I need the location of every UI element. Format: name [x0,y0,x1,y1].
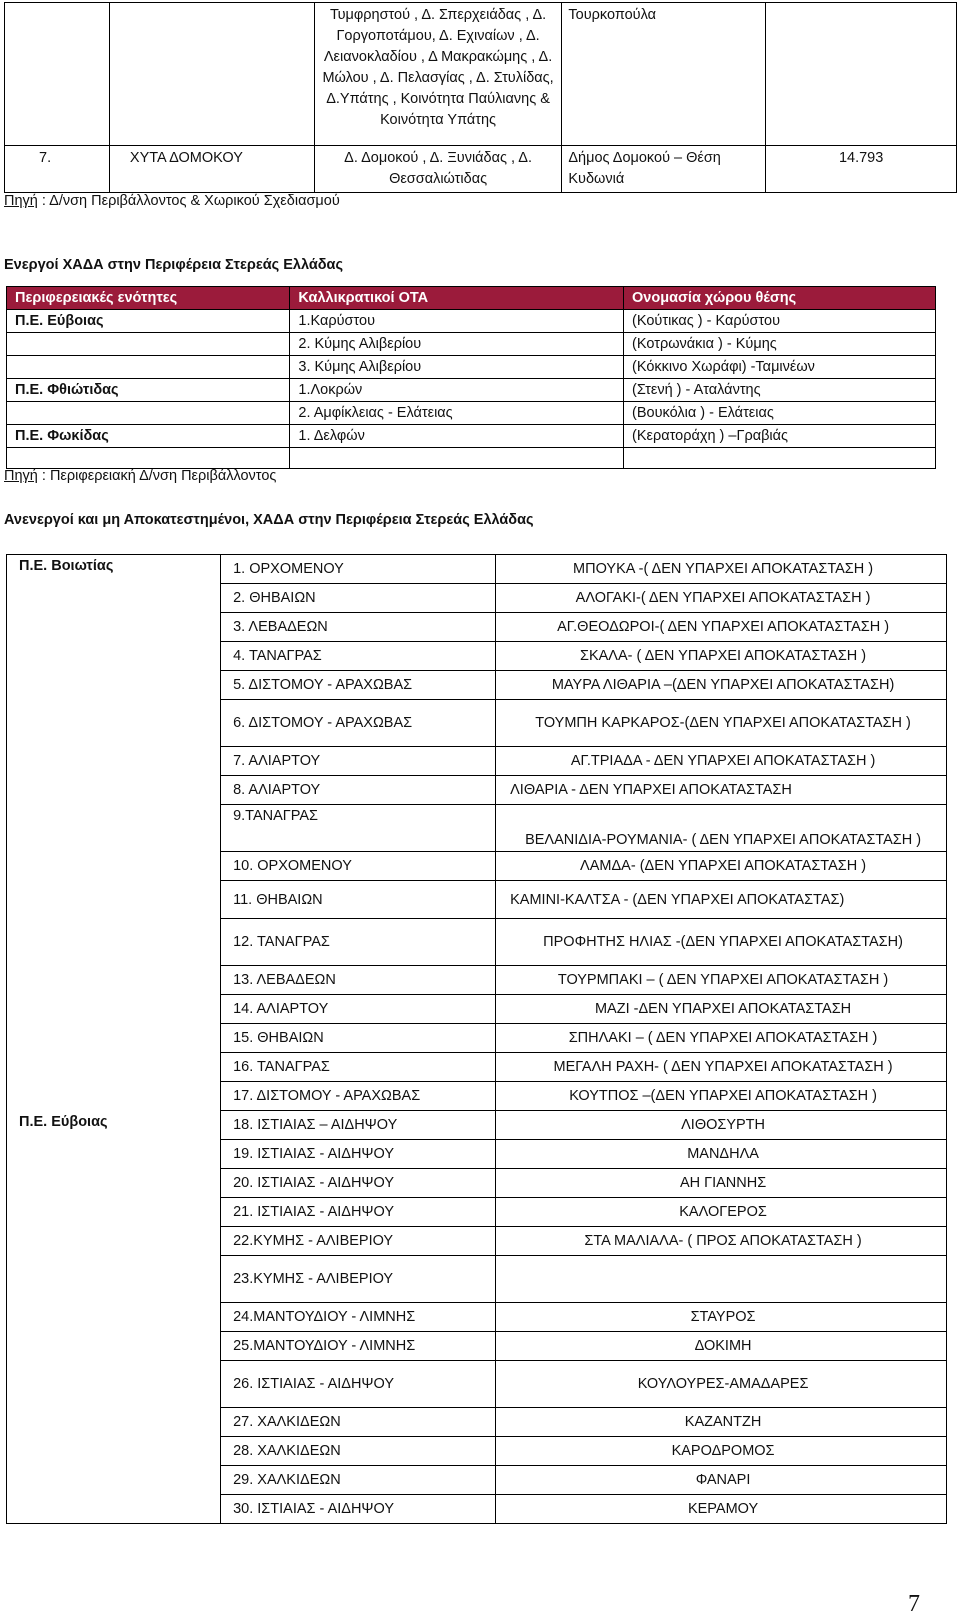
site-cell: (Κοτρωνάκια ) - Κύμης [624,333,936,356]
municipality-cell: 4. ΤΑΝΑΓΡΑΣ [221,642,496,671]
table-cell [5,3,110,146]
site-cell: ΑΗ ΓΙΑΝΝΗΣ [496,1169,947,1198]
site-cell: ΜΑΥΡΑ ΛΙΘΑΡΙΑ –(ΔΕΝ ΥΠΑΡΧΕΙ ΑΠΟΚΑΤΑΣΤΑΣΗ) [496,671,947,700]
column-header: Ονομασία χώρου θέσης [624,287,936,310]
site-cell: ΚΟΥΤΠΟΣ –(ΔΕΝ ΥΠΑΡΧΕΙ ΑΠΟΚΑΤΑΣΤΑΣΗ ) [496,1082,947,1111]
table-cell [624,448,936,469]
site-cell: ΔΟΚΙΜΗ [496,1332,947,1361]
site-cell: ΤΟΥΡΜΠΑΚΙ – ( ΔΕΝ ΥΠΑΡΧΕΙ ΑΠΟΚΑΤΑΣΤΑΣΗ ) [496,966,947,995]
municipality-cell: 1.Λοκρών [290,379,624,402]
site-cell: (Κερατοράχη ) –Γραβιάς [624,425,936,448]
municipality-cell: 3. Κύμης Αλιβερίου [290,356,624,379]
table-cell: 7. [5,146,110,193]
municipality-cell: 14. ΑΛΙΑΡΤΟΥ [221,995,496,1024]
site-cell: ΒΕΛΑΝΙΔΙΑ-ΡΟΥΜΑΝΙΑ- ( ΔΕΝ ΥΠΑΡΧΕΙ ΑΠΟΚΑΤΑΣΤΑΣΗ ) [496,805,947,852]
column-header: Καλλικρατικοί ΟΤΑ [290,287,624,310]
site-cell: ΛΙΘΟΣΥΡΤΗ [496,1111,947,1140]
site-cell: ΠΡΟΦΗΤΗΣ ΗΛΙΑΣ -(ΔΕΝ ΥΠΑΡΧΕΙ ΑΠΟΚΑΤΑΣΤΑΣΗ) [496,919,947,966]
site-cell: ΑΓ.ΤΡΙΑΔΑ - ΔΕΝ ΥΠΑΡΧΕΙ ΑΠΟΚΑΤΑΣΤΑΣΗ ) [496,747,947,776]
table-cell: Τουρκοπούλα [562,3,766,146]
municipality-cell: 2. Αμφίκλειας - Ελάτειας [290,402,624,425]
table-row [7,1111,947,1140]
site-cell: ΚΑΛΟΓΕΡΟΣ [496,1198,947,1227]
source-label: Πηγή [4,468,38,484]
site-cell: (Κούτικας ) - Καρύστου [624,310,936,333]
table-row [5,146,957,193]
municipality-cell: 30. ΙΣΤΙΑΙΑΣ - ΑΙΔΗΨΟΥ [221,1495,496,1524]
site-cell: ΚΕΡΑΜΟΥ [496,1495,947,1524]
municipality-cell: 26. ΙΣΤΙΑΙΑΣ - ΑΙΔΗΨΟΥ [221,1361,496,1408]
site-cell: ΛΑΜΔΑ- (ΔΕΝ ΥΠΑΡΧΕΙ ΑΠΟΚΑΤΑΣΤΑΣΗ ) [496,852,947,881]
site-cell: ΛΙΘΑΡΙΑ - ΔΕΝ ΥΠΑΡΧΕΙ ΑΠΟΚΑΤΑΣΤΑΣΗ [496,776,947,805]
municipality-cell: 2. Κύμης Αλιβερίου [290,333,624,356]
site-cell: ΣΤΑ ΜΑΛΙΑΛΑ- ( ΠΡΟΣ ΑΠΟΚΑΤΑΣΤΑΣΗ ) [496,1227,947,1256]
municipality-cell: 27. ΧΑΛΚΙΔΕΩΝ [221,1408,496,1437]
site-cell: ΚΑΜΙΝΙ-ΚΑΛΤΣΑ - (ΔΕΝ ΥΠΑΡΧΕΙ ΑΠΟΚΑΤΑΣΤΑΣ) [496,881,947,919]
section-heading: Ανενεργοί και μη Αποκατεστημένοι, ΧΑΔΑ στην Περιφέρεια Στερεάς Ελλάδας [4,512,534,528]
site-cell: ΜΑΖΙ -ΔΕΝ ΥΠΑΡΧΕΙ ΑΠΟΚΑΤΑΣΤΑΣΗ [496,995,947,1024]
table-row [7,379,936,402]
source-note [4,468,276,484]
site-cell: ΚΟΥΛΟΥΡΕΣ-ΑΜΑΔΑΡΕΣ [496,1361,947,1408]
table-row [7,333,936,356]
region-cell: Π.Ε. Φωκίδας [7,425,290,448]
municipality-cell: 9.ΤΑΝΑΓΡΑΣ [221,805,496,852]
site-cell: (Βουκόλια ) - Ελάτειας [624,402,936,425]
region-cell [7,333,290,356]
section-heading: Ενεργοί ΧΑΔΑ στην Περιφέρεια Στερεάς Ελλάδας [4,257,343,273]
landfill-table-continuation [4,2,957,193]
table-row [5,3,957,146]
active-landfills-table [6,286,936,469]
site-cell: ΦΑΝΑΡΙ [496,1466,947,1495]
table-row [7,402,936,425]
municipality-cell: 11. ΘΗΒΑΙΩΝ [221,881,496,919]
column-header: Περιφερειακές ενότητες [7,287,290,310]
site-cell: ΣΤΑΥΡΟΣ [496,1303,947,1332]
municipality-cell: 6. ΔΙΣΤΟΜΟΥ - ΑΡΑΧΩΒΑΣ [221,700,496,747]
site-cell: ΚΑΡΟΔΡΟΜΟΣ [496,1437,947,1466]
municipality-cell: 8. ΑΛΙΑΡΤΟΥ [221,776,496,805]
site-cell: ΣΚΑΛΑ- ( ΔΕΝ ΥΠΑΡΧΕΙ ΑΠΟΚΑΤΑΣΤΑΣΗ ) [496,642,947,671]
source-text: : Δ/νση Περιβάλλοντος & Χωρικού Σχεδιασμού [37,193,340,209]
table-cell [7,448,290,469]
region-cell [7,356,290,379]
municipality-cell: 24.ΜΑΝΤΟΥΔΙΟΥ - ΛΙΜΝΗΣ [221,1303,496,1332]
municipality-cell: 23.ΚΥΜΗΣ - ΑΛΙΒΕΡΙΟΥ [221,1256,496,1303]
site-cell: ΜΑΝΔΗΛΑ [496,1140,947,1169]
table-cell: Δήμος Δομοκού – Θέση Κυδωνιά [562,146,766,193]
municipality-cell: 1. ΟΡΧΟΜΕΝΟΥ [221,555,496,584]
municipality-cell: 22.ΚΥΜΗΣ - ΑΛΙΒΕΡΙΟΥ [221,1227,496,1256]
municipality-cell: 12. ΤΑΝΑΓΡΑΣ [221,919,496,966]
inactive-landfills-table [6,554,947,1524]
municipality-cell: 16. ΤΑΝΑΓΡΑΣ [221,1053,496,1082]
site-cell: (Κόκκινο Χωράφι) -Ταμινέων [624,356,936,379]
table-cell: Δ. Δομοκού , Δ. Ξυνιάδας , Δ. Θεσσαλιώτιδας [314,146,562,193]
source-text: : Περιφερειακή Δ/νση Περιβάλλοντος [37,468,277,484]
region-cell [7,402,290,425]
site-cell: ΤΟΥΜΠΗ ΚΑΡΚΑΡΟΣ-(ΔΕΝ ΥΠΑΡΧΕΙ ΑΠΟΚΑΤΑΣΤΑΣΗ ) [496,700,947,747]
site-cell [496,1256,947,1303]
municipality-cell: 20. ΙΣΤΙΑΙΑΣ - ΑΙΔΗΨΟΥ [221,1169,496,1198]
site-cell: ΜΕΓΑΛΗ ΡΑΧΗ- ( ΔΕΝ ΥΠΑΡΧΕΙ ΑΠΟΚΑΤΑΣΤΑΣΗ ) [496,1053,947,1082]
table-row [7,555,947,584]
table-cell [766,3,957,146]
municipality-cell: 5. ΔΙΣΤΟΜΟΥ - ΑΡΑΧΩΒΑΣ [221,671,496,700]
table-row [7,356,936,379]
region-cell: Π.Ε. Φθιώτιδας [7,379,290,402]
municipality-cell: 7. ΑΛΙΑΡΤΟΥ [221,747,496,776]
site-cell: ΣΠΗΛΑΚΙ – ( ΔΕΝ ΥΠΑΡΧΕΙ ΑΠΟΚΑΤΑΣΤΑΣΗ ) [496,1024,947,1053]
municipality-cell: 1. Δελφών [290,425,624,448]
site-cell: ΑΛΟΓΑΚΙ-( ΔΕΝ ΥΠΑΡΧΕΙ ΑΠΟΚΑΤΑΣΤΑΣΗ ) [496,584,947,613]
region-cell: Π.Ε. Εύβοιας [7,310,290,333]
municipality-cell: 25.ΜΑΝΤΟΥΔΙΟΥ - ΛΙΜΝΗΣ [221,1332,496,1361]
table-cell [290,448,624,469]
municipality-cell: 17. ΔΙΣΤΟΜΟΥ - ΑΡΑΧΩΒΑΣ [221,1082,496,1111]
source-label: Πηγή [4,193,38,209]
municipality-cell: 18. ΙΣΤΙΑΙΑΣ – ΑΙΔΗΨΟΥ [221,1111,496,1140]
region-cell: Π.Ε. Βοιωτίας [7,555,221,1111]
municipality-cell: 3. ΛΕΒΑΔΕΩΝ [221,613,496,642]
municipality-cell: 15. ΘΗΒΑΙΩΝ [221,1024,496,1053]
table-cell: ΧΥΤΑ ΔΟΜΟΚΟΥ [109,146,314,193]
municipality-cell: 13. ΛΕΒΑΔΕΩΝ [221,966,496,995]
page-number: 7 [908,1591,920,1617]
municipality-cell: 1.Καρύστου [290,310,624,333]
table-row [7,310,936,333]
municipality-cell: 29. ΧΑΛΚΙΔΕΩΝ [221,1466,496,1495]
region-cell: Π.Ε. Εύβοιας [7,1111,221,1524]
table-row-empty [7,448,936,469]
table-cell [109,3,314,146]
source-note [4,193,340,209]
table-cell: Τυμφρηστού , Δ. Σπερχειάδας , Δ. Γοργοποτάμου, Δ. Εχιναίων , Δ. Λειανοκλαδίου , Δ Μακρακώμης , Δ. Μώλου , Δ. Πελασγίας , Δ. Στυλίδας, Δ.Υπάτης , Κοινότητα Παύλιανης & Κοινότητα Υπάτης [314,3,562,146]
table-cell: 14.793 [766,146,957,193]
municipality-cell: 28. ΧΑΛΚΙΔΕΩΝ [221,1437,496,1466]
site-cell: ΜΠΟΥΚΑ -( ΔΕΝ ΥΠΑΡΧΕΙ ΑΠΟΚΑΤΑΣΤΑΣΗ ) [496,555,947,584]
municipality-cell: 2. ΘΗΒΑΙΩΝ [221,584,496,613]
site-cell: (Στενή ) - Αταλάντης [624,379,936,402]
municipality-cell: 21. ΙΣΤΙΑΙΑΣ - ΑΙΔΗΨΟΥ [221,1198,496,1227]
municipality-cell: 10. ΟΡΧΟΜΕΝΟΥ [221,852,496,881]
site-cell: ΑΓ.ΘΕΟΔΩΡΟΙ-( ΔΕΝ ΥΠΑΡΧΕΙ ΑΠΟΚΑΤΑΣΤΑΣΗ ) [496,613,947,642]
table-header-row [7,287,936,310]
municipality-cell: 19. ΙΣΤΙΑΙΑΣ - ΑΙΔΗΨΟΥ [221,1140,496,1169]
site-cell: ΚΑΖΑΝΤΖΗ [496,1408,947,1437]
table-row [7,425,936,448]
